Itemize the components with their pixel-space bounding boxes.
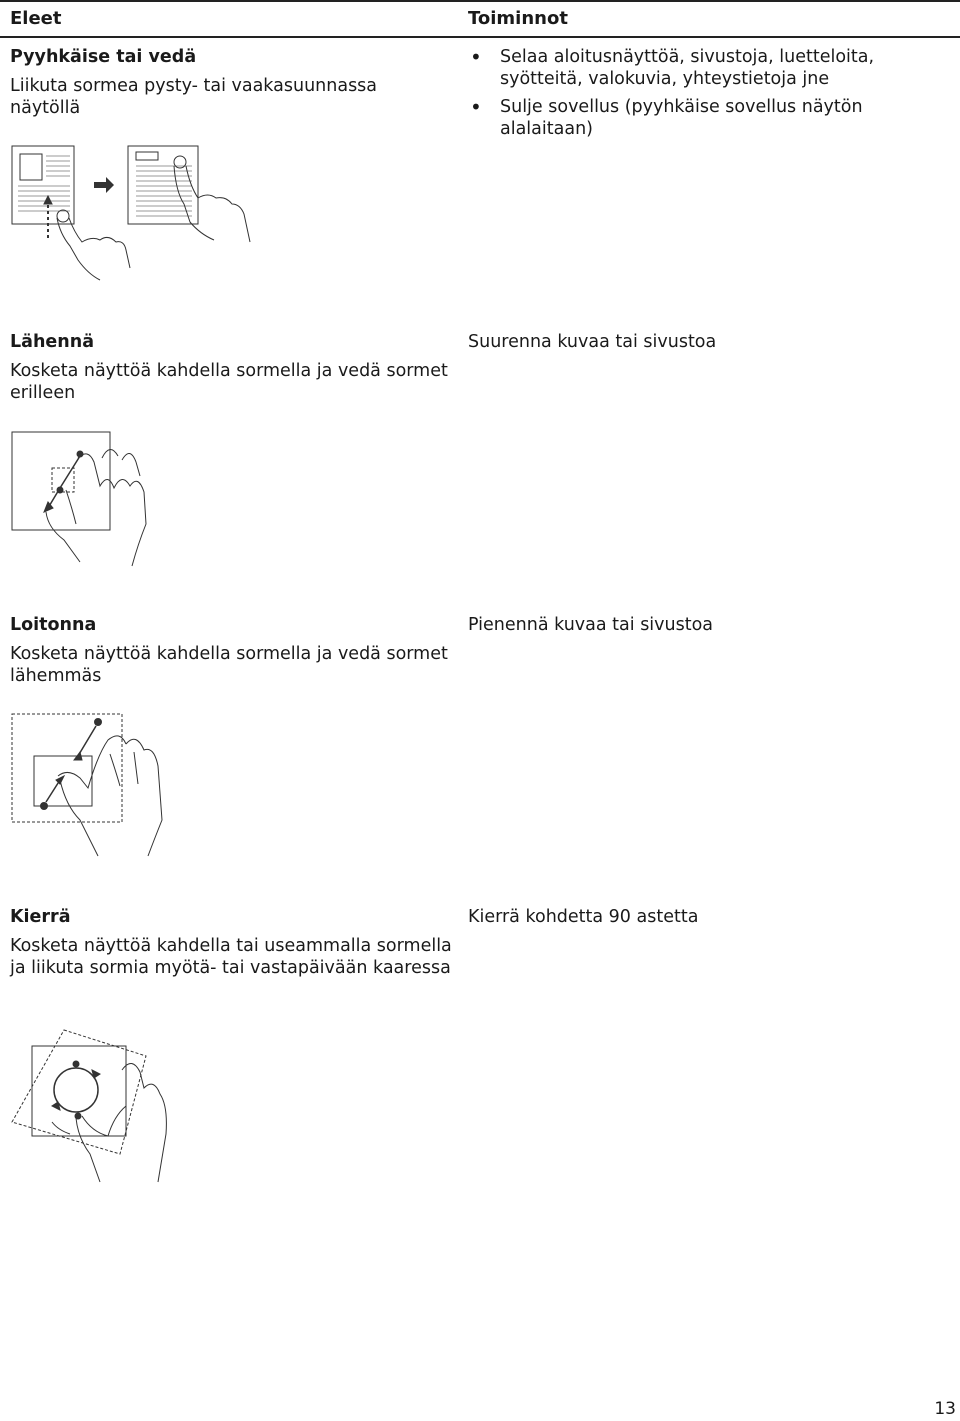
header-gestures: Eleet xyxy=(10,8,62,29)
page-number: 13 xyxy=(934,1399,956,1419)
swipe-title: Pyyhkäise tai vedä xyxy=(10,47,197,67)
rotate-action: Kierrä kohdetta 90 astetta xyxy=(468,907,699,927)
swipe-action-item: • Selaa aloitusnäyttöä, sivustoja, luetteloita, syötteitä, valokuvia, yhteystietoja jne xyxy=(468,46,948,90)
zoom-out-gesture-icon xyxy=(8,710,168,858)
swipe-actions-list xyxy=(468,46,948,146)
rotate-gesture-icon xyxy=(8,1026,173,1184)
zoom-out-action: Pienennä kuvaa tai sivustoa xyxy=(468,615,714,635)
zoom-out-title: Loitonna xyxy=(10,615,97,635)
swipe-gesture-icon xyxy=(8,142,258,284)
zoom-in-gesture-icon xyxy=(8,428,158,568)
zoom-out-description: Kosketa näyttöä kahdella sormella ja vedä sormet lähemmäs xyxy=(10,644,448,686)
swipe-action-item: • Sulje sovellus (pyyhkäise sovellus näytön alalaitaan) xyxy=(468,96,948,140)
zoom-in-description: Kosketa näyttöä kahdella sormella ja vedä sormet erilleen xyxy=(10,361,448,403)
swipe-description: Liikuta sormea pysty- tai vaakasuunnassa näytöllä xyxy=(10,76,378,118)
zoom-in-action: Suurenna kuvaa tai sivustoa xyxy=(468,332,717,352)
table-header xyxy=(0,0,960,38)
rotate-description: Kosketa näyttöä kahdella tai useammalla sormella ja liikuta sormia myötä- tai vastapäivään kaaressa xyxy=(10,936,452,978)
rotate-title: Kierrä xyxy=(10,907,71,927)
zoom-in-title: Lähennä xyxy=(10,332,95,352)
header-actions: Toiminnot xyxy=(468,8,568,29)
